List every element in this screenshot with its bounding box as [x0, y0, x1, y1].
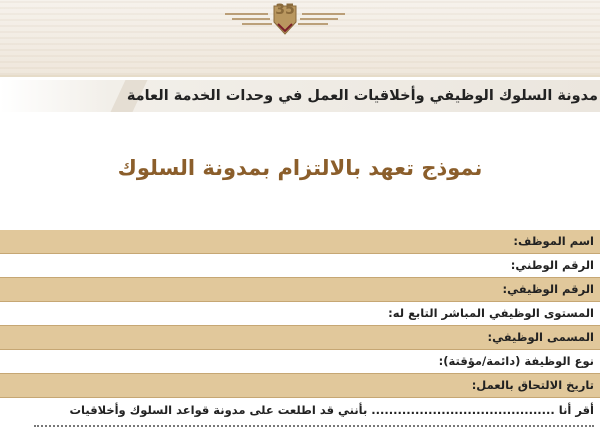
field-label: الرقم الوظيفي:	[502, 282, 594, 296]
emblem-number: 35	[275, 2, 295, 18]
field-national-id[interactable]	[0, 254, 600, 278]
field-job-title[interactable]	[0, 326, 600, 350]
field-employee-name[interactable]	[0, 230, 600, 254]
employee-fields	[0, 230, 600, 398]
field-label: تاريخ الالتحاق بالعمل:	[471, 378, 594, 392]
dotted-line	[34, 425, 594, 430]
form-title: نموذج تعهد بالالتزام بمدونة السلوك	[117, 156, 483, 180]
field-join-date[interactable]	[0, 374, 600, 398]
field-label: المستوى الوظيفي المباشر التابع له:	[388, 306, 594, 320]
anniversary-emblem	[220, 0, 350, 40]
field-label: نوع الوظيفة (دائمة/مؤقتة):	[438, 354, 594, 368]
header-band	[0, 0, 600, 77]
field-job-type[interactable]	[0, 350, 600, 374]
field-direct-level[interactable]	[0, 302, 600, 326]
field-employee-number[interactable]	[0, 278, 600, 302]
pledge-statement: أقر أنا .......................................... بأنني قد اطلعت على مدونة قواعد السلوك وأخلاقيات	[69, 403, 594, 417]
code-title: مدونة السلوك الوظيفي وأخلاقيات العمل في وحدات الخدمة العامة	[126, 88, 598, 104]
code-title-bar	[0, 80, 600, 112]
field-label: اسم الموظف:	[513, 234, 594, 248]
field-label: الرقم الوطني:	[510, 258, 594, 272]
field-label: المسمى الوظيفي:	[487, 330, 594, 344]
